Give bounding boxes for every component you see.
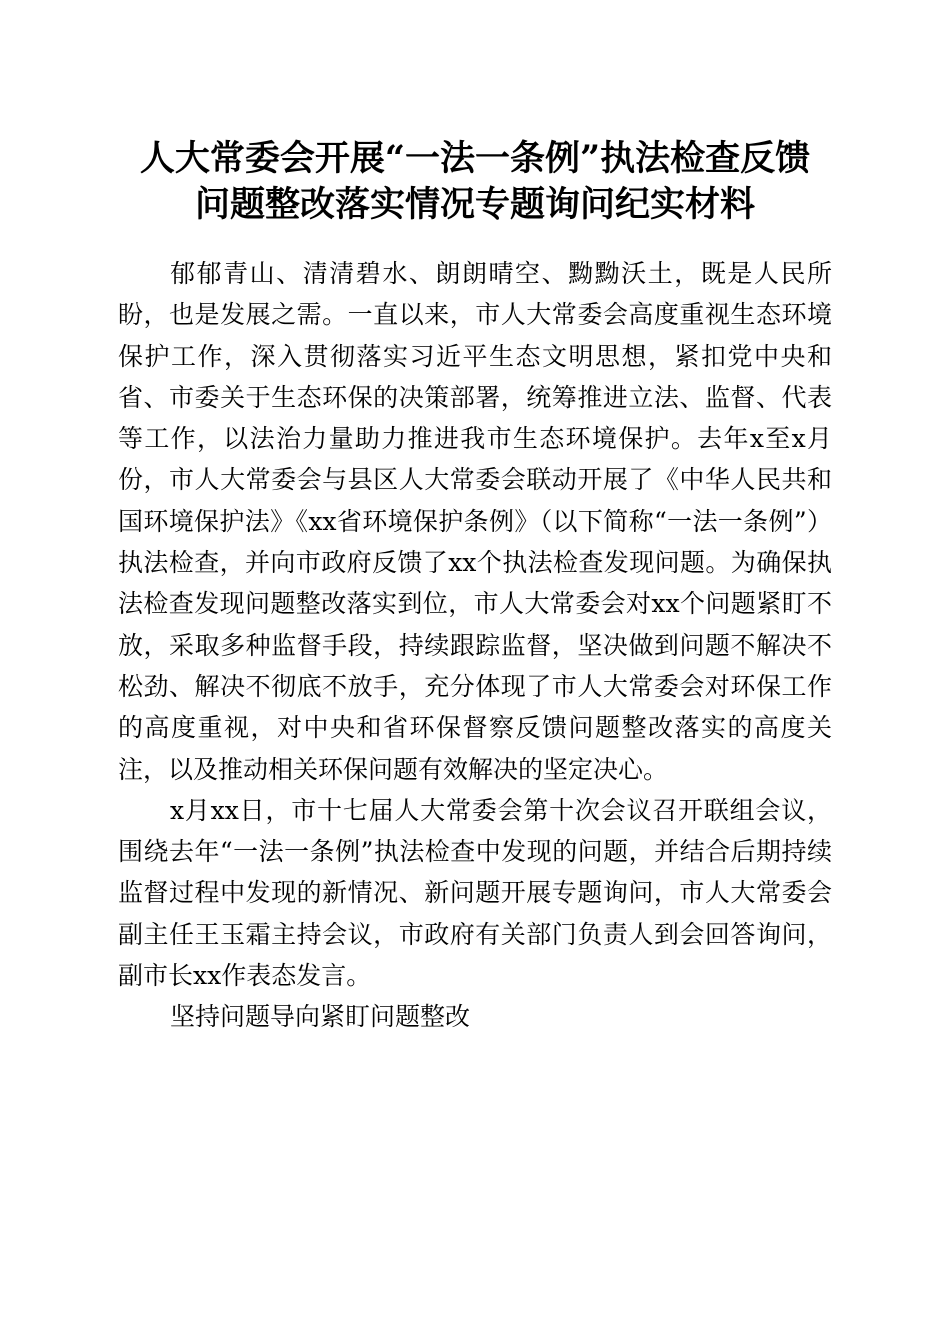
document-title — [100, 136, 850, 228]
title-line-2: 问题整改落实情况专题询问纪实材料 — [194, 184, 755, 225]
paragraph-intro: 郁郁青山、清清碧水、朗朗晴空、黝黝沃土，既是人民所盼，也是发展之需。一直以来，市人大常委会高度重视生态环境保护工作，深入贯彻落实习近平生态文明思想，紧扣党中央和省、市委关于生态环保的决策部署，统筹推进立法、监督、代表等工作，以法治力量助力推进我市生态环境保护。去年x至x月份，市人大常委会与县区人大常委会联动开展了《中华人民共和国环境保护法》《xx省环境保护条例》（以下简称“一法一条例”）执法检查，并向市政府反馈了xx个执法检查发现问题。为确保执法检查发现问题整改落实到位，市人大常委会对xx个问题紧盯不放，采取多种监督手段，持续跟踪监督，坚决做到问题不解决不松劲、解决不彻底不放手，充分体现了市人大常委会对环保工作的高度重视，对中央和省环保督察反馈问题整改落实的高度关注，以及推动相关环保问题有效解决的坚定决心。 — [118, 259, 832, 784]
paragraph-meeting: x月xx日，市十七届人大常委会第十次会议召开联组会议，围绕去年“一法一条例”执法检查中发现的问题，并结合后期持续监督过程中发现的新情况、新问题开展专题询问，市人大常委会副主任王玉霜主持会议，市政府有关部门负责人到会回答询问，副市长xx作表态发言。 — [118, 795, 832, 991]
document-body — [118, 253, 832, 1038]
title-line-1: 人大常委会开展“一法一条例”执法检查反馈 — [139, 138, 811, 179]
section-heading: 坚持问题导向紧盯问题整改 — [170, 1002, 471, 1032]
